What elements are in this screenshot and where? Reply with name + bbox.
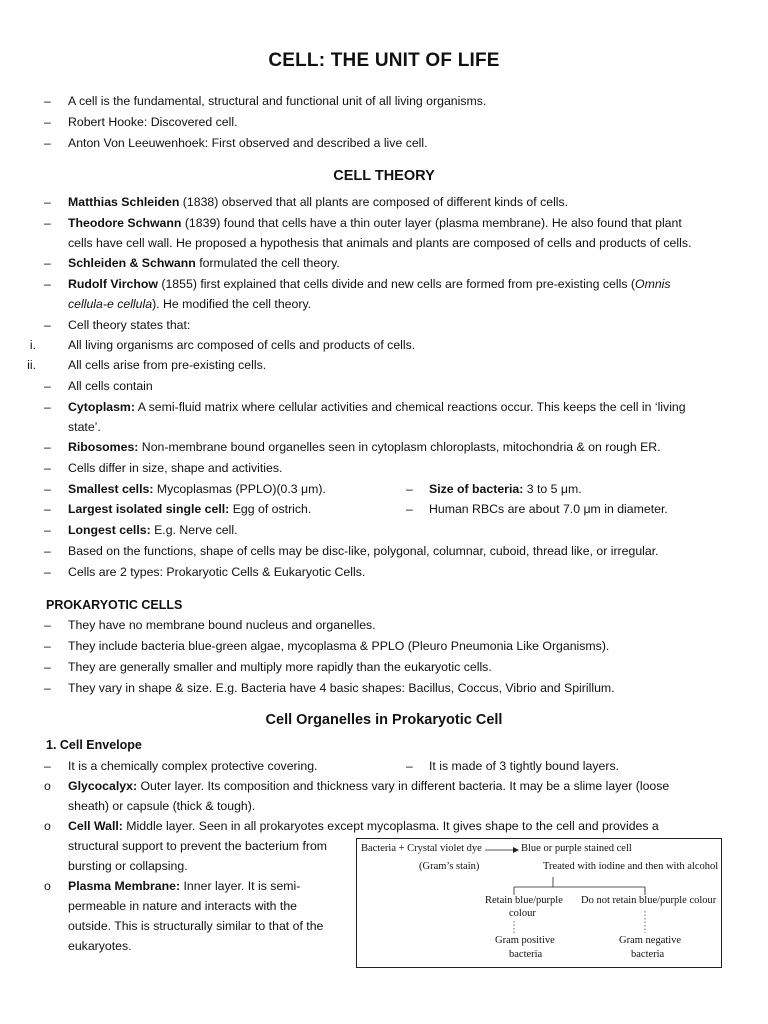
list-text: All cells arise from pre-existing cells. — [68, 358, 267, 372]
list-text — [68, 499, 311, 519]
section-heading-cell-theory: CELL THEORY — [333, 168, 435, 184]
list-text: All cells contain — [68, 379, 153, 393]
dash-marker: – — [44, 759, 51, 773]
term: Largest isolated single cell: — [68, 502, 230, 516]
list-text — [68, 876, 300, 896]
dash-marker: – — [44, 216, 51, 230]
list-text: state’. — [68, 420, 101, 434]
text: (1855) first explained that cells divide and new cells are formed from pre-existing cells ( — [157, 277, 636, 291]
list-text: Cells are 2 types: Prokaryotic Cells & Eukaryotic Cells. — [68, 565, 366, 579]
list-text: outside. This is structurally similar to that of the — [68, 919, 324, 933]
latin-phrase: Omnis — [635, 277, 671, 291]
diagram-label: Bacteria + Crystal violet dye — [361, 843, 482, 854]
dash-marker: – — [44, 94, 51, 108]
list-text: Cells differ in size, shape and activities. — [68, 461, 283, 475]
section-heading-prokaryotic: PROKARYOTIC CELLS — [46, 598, 183, 612]
gram-stain-diagram — [356, 838, 722, 968]
dash-marker: – — [44, 318, 51, 332]
dash-marker: – — [44, 461, 51, 475]
list-text — [68, 437, 661, 457]
diagram-label: bacteria — [631, 949, 665, 960]
section-heading-organelles: Cell Organelles in Prokaryotic Cell — [265, 712, 503, 728]
list-text: Based on the functions, shape of cells may be disc-like, polygonal, columnar, cuboid, thread like, or irregular. — [68, 544, 659, 558]
text: Middle layer. Seen in all prokaryotes except mycoplasma. It gives shape to the cell and provides a — [122, 819, 659, 833]
list-text: structural support to prevent the bacterium from — [68, 839, 328, 853]
list-text — [68, 294, 311, 314]
term: Rudolf Virchow — [68, 277, 158, 291]
dash-marker: – — [406, 482, 413, 496]
list-text: permeable in nature and interacts with the — [68, 899, 297, 913]
list-text: All living organisms arc composed of cells and products of cells. — [68, 338, 416, 352]
diagram-label: bacteria — [509, 949, 543, 960]
dash-marker: – — [44, 660, 51, 674]
term: Longest cells: — [68, 523, 151, 537]
dash-marker: – — [44, 400, 51, 414]
dash-marker: – — [44, 544, 51, 558]
list-text — [68, 397, 686, 417]
list-text: Anton Von Leeuwenhoek: First observed and described a live cell. — [68, 136, 428, 150]
list-text — [68, 253, 340, 273]
term: Theodore Schwann — [68, 216, 182, 230]
text: Inner layer. It is semi- — [180, 879, 301, 893]
list-text — [68, 479, 326, 499]
text: Outer layer. Its composition and thickness vary in different bacteria. It may be a slime layer (loose — [137, 779, 670, 793]
list-text — [68, 213, 682, 233]
diagram-label: Gram positive — [495, 935, 555, 946]
dash-marker: – — [44, 277, 51, 291]
circle-marker: o — [44, 779, 51, 793]
dash-marker: – — [44, 639, 51, 653]
circle-marker: o — [44, 879, 51, 893]
dash-marker: – — [44, 379, 51, 393]
list-text: Human RBCs are about 7.0 μm in diameter. — [429, 502, 668, 516]
diagram-label: Do not retain blue/purple colour — [581, 895, 717, 906]
term: Glycocalyx: — [68, 779, 138, 793]
list-text: A cell is the fundamental, structural and functional unit of all living organisms. — [68, 94, 487, 108]
dash-marker: – — [44, 618, 51, 632]
page-title: CELL: THE UNIT OF LIFE — [268, 50, 500, 71]
list-text: Cell theory states that: — [68, 318, 191, 332]
diagram-label: colour — [509, 908, 536, 919]
dash-marker: – — [406, 759, 413, 773]
list-text: eukaryotes. — [68, 939, 132, 953]
list-text — [68, 776, 669, 796]
list-text — [68, 816, 659, 836]
text: E.g. Nerve cell. — [150, 523, 238, 537]
text: ). He modified the cell theory. — [152, 297, 312, 311]
text: formulated the cell theory. — [195, 256, 340, 270]
arrow-head — [513, 847, 519, 853]
list-text: They include bacteria blue-green algae, mycoplasma & PPLO (Pleuro Pneumonia Like Organisms). — [68, 639, 610, 653]
list-text: They are generally smaller and multiply more rapidly than the eukaryotic cells. — [68, 660, 492, 674]
term: Cytoplasm: — [68, 400, 135, 414]
dash-marker: – — [44, 440, 51, 454]
text: 3 to 5 μm. — [523, 482, 582, 496]
list-text — [68, 192, 568, 212]
subsection-heading: 1. Cell Envelope — [46, 738, 142, 752]
dash-marker: – — [44, 502, 51, 516]
term: Plasma Membrane: — [68, 879, 181, 893]
circle-marker: o — [44, 819, 51, 833]
text: Mycoplasmas (PPLO)(0.3 μm). — [153, 482, 326, 496]
diagram-label: Gram negative — [619, 935, 682, 946]
text: (1838) observed that all plants are composed of different kinds of cells. — [179, 195, 569, 209]
term: Cell Wall: — [68, 819, 123, 833]
text: A semi-fluid matrix where cellular activities and chemical reactions occur. This keeps the cell in ‘living — [134, 400, 686, 414]
dash-marker: – — [44, 115, 51, 129]
dash-marker: – — [44, 523, 51, 537]
list-number: i. — [29, 338, 36, 352]
dash-marker: – — [44, 195, 51, 209]
list-text — [429, 479, 582, 499]
list-number: ii. — [27, 358, 36, 372]
list-text — [68, 520, 237, 540]
term: Ribosomes: — [68, 440, 139, 454]
text: Egg of ostrich. — [229, 502, 312, 516]
list-text: It is a chemically complex protective covering. — [68, 759, 318, 773]
list-text: It is made of 3 tightly bound layers. — [429, 759, 620, 773]
list-text — [68, 274, 671, 294]
diagram-label: Retain blue/purple — [485, 895, 563, 906]
dash-marker: – — [44, 256, 51, 270]
dash-marker: – — [44, 482, 51, 496]
term: Smallest cells: — [68, 482, 154, 496]
dash-marker: – — [44, 565, 51, 579]
dash-marker: – — [44, 136, 51, 150]
latin-phrase: cellula-e cellula — [68, 297, 153, 311]
list-text: cells have cell wall. He proposed a hypothesis that animals and plants are composed of cells and products of cells. — [68, 236, 692, 250]
text: Non-membrane bound organelles seen in cytoplasm chloroplasts, mitochondria & on rough ER. — [138, 440, 661, 454]
term: Size of bacteria: — [429, 482, 524, 496]
list-text: bursting or collapsing. — [68, 859, 188, 873]
list-text: They have no membrane bound nucleus and organelles. — [68, 618, 376, 632]
list-text: sheath) or capsule (thick & tough). — [68, 799, 256, 813]
text: (1839) found that cells have a thin outer layer (plasma membrane). He also found that plant — [181, 216, 682, 230]
dash-marker: – — [406, 502, 413, 516]
list-text: They vary in shape & size. E.g. Bacteria have 4 basic shapes: Bacillus, Coccus, Vibrio and Spirillum. — [68, 681, 615, 695]
term: Schleiden & Schwann — [68, 256, 196, 270]
diagram-label: Treated with iodine and then with alcohol — [543, 861, 719, 872]
list-text: Robert Hooke: Discovered cell. — [68, 115, 238, 129]
diagram-label: Blue or purple stained cell — [521, 843, 632, 854]
diagram-label: (Gram’s stain) — [419, 861, 480, 872]
term: Matthias Schleiden — [68, 195, 180, 209]
dash-marker: – — [44, 681, 51, 695]
